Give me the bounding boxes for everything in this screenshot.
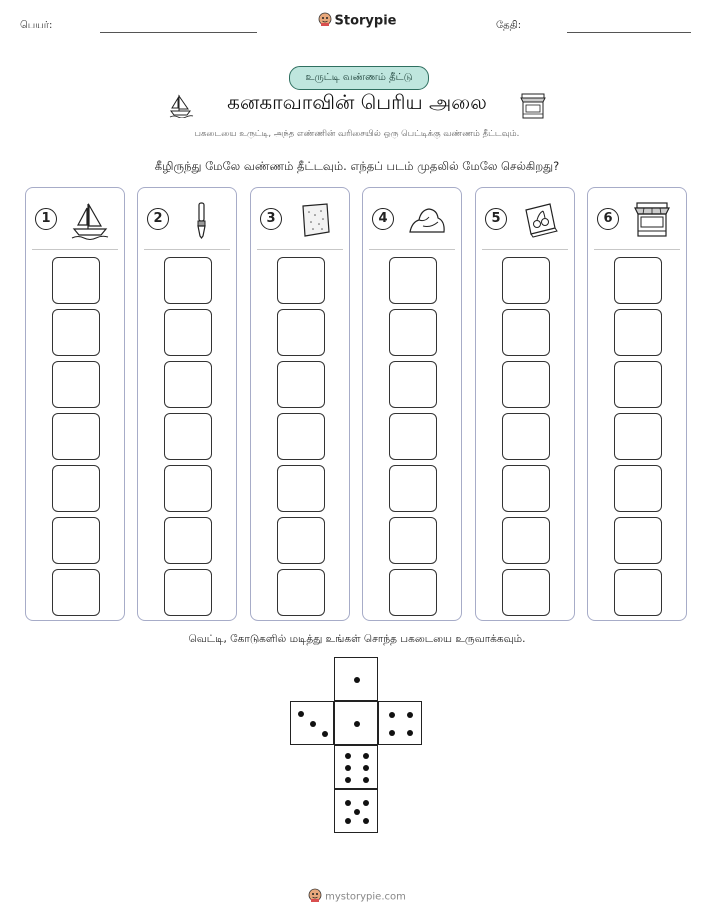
- dice-instruction: வெட்டி, கோடுகளில் மடித்து உங்கள் சொந்த பகடையை உருவாக்கவும்.: [188, 633, 526, 645]
- column-divider: [257, 249, 343, 250]
- name-label: பெயர்:: [20, 20, 53, 31]
- die-pip: [389, 730, 395, 736]
- date-field[interactable]: [567, 32, 691, 33]
- name-field[interactable]: [100, 32, 257, 33]
- die-pip: [345, 777, 351, 783]
- die-pip: [322, 731, 328, 737]
- die-pip: [345, 765, 351, 771]
- color-box[interactable]: [52, 569, 100, 616]
- color-box[interactable]: [502, 517, 550, 564]
- die-pip: [363, 777, 369, 783]
- column-2: [137, 187, 237, 621]
- color-box[interactable]: [277, 309, 325, 356]
- color-box[interactable]: [614, 361, 662, 408]
- color-box[interactable]: [277, 413, 325, 460]
- color-box[interactable]: [502, 309, 550, 356]
- die-pip: [407, 712, 413, 718]
- die-pip: [345, 753, 351, 759]
- die-face-4: [378, 701, 422, 745]
- die-pip: [389, 712, 395, 718]
- question-text: கீழிருந்து மேலே வண்ணம் தீட்டவும். எந்தப் படம் முதலில் மேலே செல்கிறது?: [154, 159, 560, 173]
- color-box[interactable]: [614, 569, 662, 616]
- die-pip: [407, 730, 413, 736]
- column-divider: [32, 249, 118, 250]
- die-pip: [363, 818, 369, 824]
- color-box[interactable]: [502, 569, 550, 616]
- column-number: 5: [485, 208, 507, 230]
- storypie-mascot-icon: [308, 888, 322, 905]
- shop-icon: [632, 200, 672, 240]
- color-box[interactable]: [277, 257, 325, 304]
- color-box[interactable]: [52, 361, 100, 408]
- color-box[interactable]: [502, 413, 550, 460]
- column-divider: [144, 249, 230, 250]
- color-box[interactable]: [389, 309, 437, 356]
- color-box[interactable]: [52, 257, 100, 304]
- column-number: 4: [372, 208, 394, 230]
- column-6: [587, 187, 687, 621]
- column-number: 1: [35, 208, 57, 230]
- color-box[interactable]: [164, 569, 212, 616]
- die-pip: [363, 800, 369, 806]
- color-box[interactable]: [164, 361, 212, 408]
- brand-logo: [0, 12, 714, 30]
- page-title: கனகாவாவின் பெரிய அலை: [227, 90, 487, 114]
- storypie-mascot-icon: [318, 12, 332, 30]
- color-box[interactable]: [614, 413, 662, 460]
- color-box[interactable]: [52, 465, 100, 512]
- color-box[interactable]: [52, 517, 100, 564]
- brand-name: Storypie: [334, 13, 397, 29]
- color-box[interactable]: [164, 465, 212, 512]
- column-divider: [594, 249, 680, 250]
- color-box[interactable]: [389, 361, 437, 408]
- paper-sheet-icon: [295, 200, 335, 240]
- footer-url[interactable]: mystorypie.com: [325, 891, 406, 903]
- column-4: [362, 187, 462, 621]
- color-box[interactable]: [614, 465, 662, 512]
- color-box[interactable]: [502, 257, 550, 304]
- die-pip: [298, 711, 304, 717]
- die-face-6: [334, 745, 378, 789]
- color-box[interactable]: [277, 517, 325, 564]
- color-box[interactable]: [614, 517, 662, 564]
- die-face-5: [334, 789, 378, 833]
- color-box[interactable]: [164, 517, 212, 564]
- color-box[interactable]: [389, 257, 437, 304]
- die-face-3: [290, 701, 334, 745]
- die-pip: [354, 721, 360, 727]
- column-number: 6: [597, 208, 619, 230]
- footer: [0, 888, 714, 905]
- color-box[interactable]: [502, 361, 550, 408]
- column-divider: [369, 249, 455, 250]
- color-box[interactable]: [164, 309, 212, 356]
- die-pip: [310, 721, 316, 727]
- die-pip: [345, 800, 351, 806]
- die-pip: [363, 753, 369, 759]
- color-box[interactable]: [277, 465, 325, 512]
- color-box[interactable]: [52, 309, 100, 356]
- color-box[interactable]: [389, 465, 437, 512]
- column-divider: [482, 249, 568, 250]
- die-pip: [345, 818, 351, 824]
- die-face-1: [334, 657, 378, 701]
- wave-icon: [407, 200, 447, 240]
- color-box[interactable]: [52, 413, 100, 460]
- die-pip: [354, 677, 360, 683]
- paintbrush-icon: [182, 200, 222, 240]
- color-box[interactable]: [614, 309, 662, 356]
- color-box[interactable]: [502, 465, 550, 512]
- page-subtitle: பகடையை உருட்டி, அந்த எண்ணின் வரிசையில் ஒரு பெட்டிக்கு வண்ணம் தீட்டவும்.: [194, 129, 520, 139]
- column-3: [250, 187, 350, 621]
- title-shop-icon: [519, 92, 547, 124]
- color-box[interactable]: [277, 361, 325, 408]
- color-box[interactable]: [614, 257, 662, 304]
- column-number: 2: [147, 208, 169, 230]
- cherry-box-icon: [520, 200, 560, 240]
- color-box[interactable]: [164, 257, 212, 304]
- color-box[interactable]: [164, 413, 212, 460]
- die-face-1: [334, 701, 378, 745]
- date-label: தேதி:: [496, 20, 522, 31]
- column-1: [25, 187, 125, 621]
- column-number: 3: [260, 208, 282, 230]
- activity-badge: உருட்டி வண்ணம் தீட்டு: [289, 66, 429, 90]
- sailboat-icon: [70, 200, 110, 240]
- color-box[interactable]: [389, 569, 437, 616]
- die-pip: [363, 765, 369, 771]
- die-pip: [354, 809, 360, 815]
- column-5: [475, 187, 575, 621]
- color-box[interactable]: [389, 413, 437, 460]
- color-box[interactable]: [277, 569, 325, 616]
- color-box[interactable]: [389, 517, 437, 564]
